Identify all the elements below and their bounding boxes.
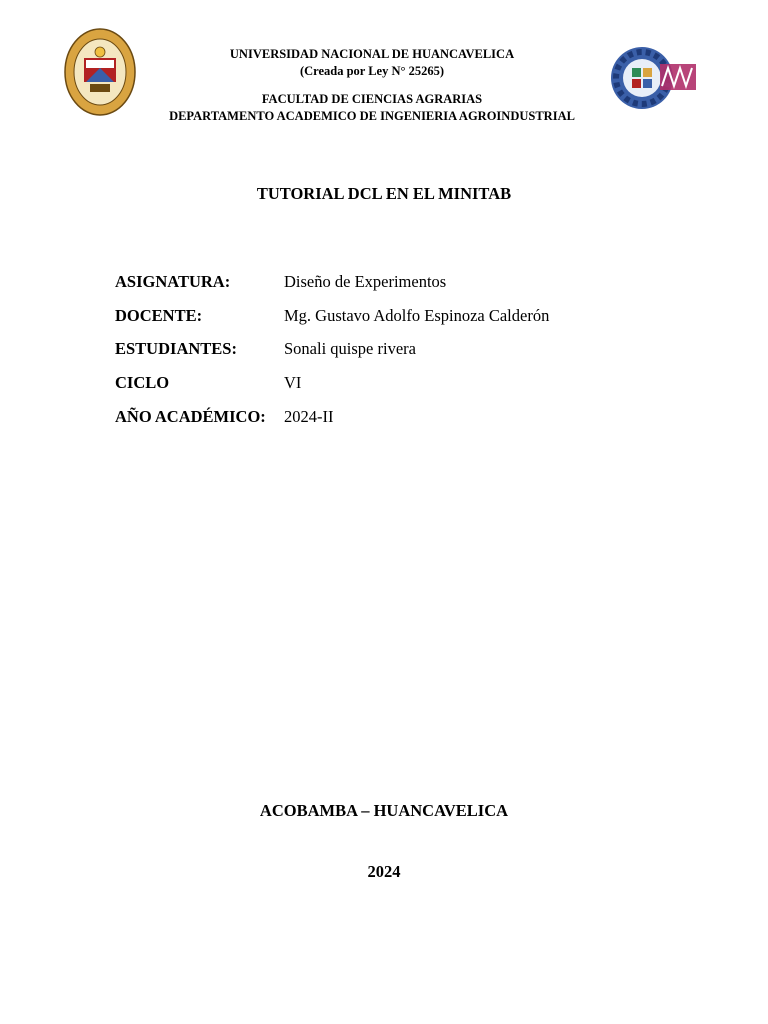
creation-law: (Creada por Ley N° 25265)	[299, 64, 445, 78]
info-value: Mg. Gustavo Adolfo Espinoza Calderón	[284, 305, 550, 325]
info-label: CICLO	[115, 372, 170, 392]
document-title: TUTORIAL DCL EN EL MINITAB	[256, 184, 512, 203]
info-table	[115, 265, 549, 433]
info-row-cycle	[115, 366, 549, 400]
info-row-subject	[115, 265, 549, 299]
info-value: 2024-II	[284, 406, 334, 426]
info-label: ESTUDIANTES:	[115, 339, 237, 359]
header-faculty	[0, 91, 756, 125]
info-row-teacher	[115, 299, 549, 333]
university-name: UNIVERSIDAD NACIONAL DE HUANCAVELICA	[229, 47, 515, 61]
faculty-name: FACULTAD DE CIENCIAS AGRARIAS	[261, 92, 483, 106]
info-row-students	[115, 332, 549, 366]
info-row-academic-year	[115, 400, 549, 434]
location: ACOBAMBA – HUANCAVELICA	[259, 801, 509, 820]
document-year: 2024	[367, 862, 401, 881]
info-value: Sonali quispe rivera	[284, 339, 416, 359]
department-name: DEPARTAMENTO ACADEMICO DE INGENIERIA AGROINDUSTRIAL	[169, 109, 575, 123]
info-value: VI	[284, 372, 302, 392]
info-label: ASIGNATURA:	[115, 271, 231, 291]
header-institution	[0, 46, 756, 80]
info-label: AÑO ACADÉMICO:	[115, 406, 266, 426]
info-label: DOCENTE:	[115, 305, 203, 325]
info-value: Diseño de Experimentos	[284, 271, 447, 291]
